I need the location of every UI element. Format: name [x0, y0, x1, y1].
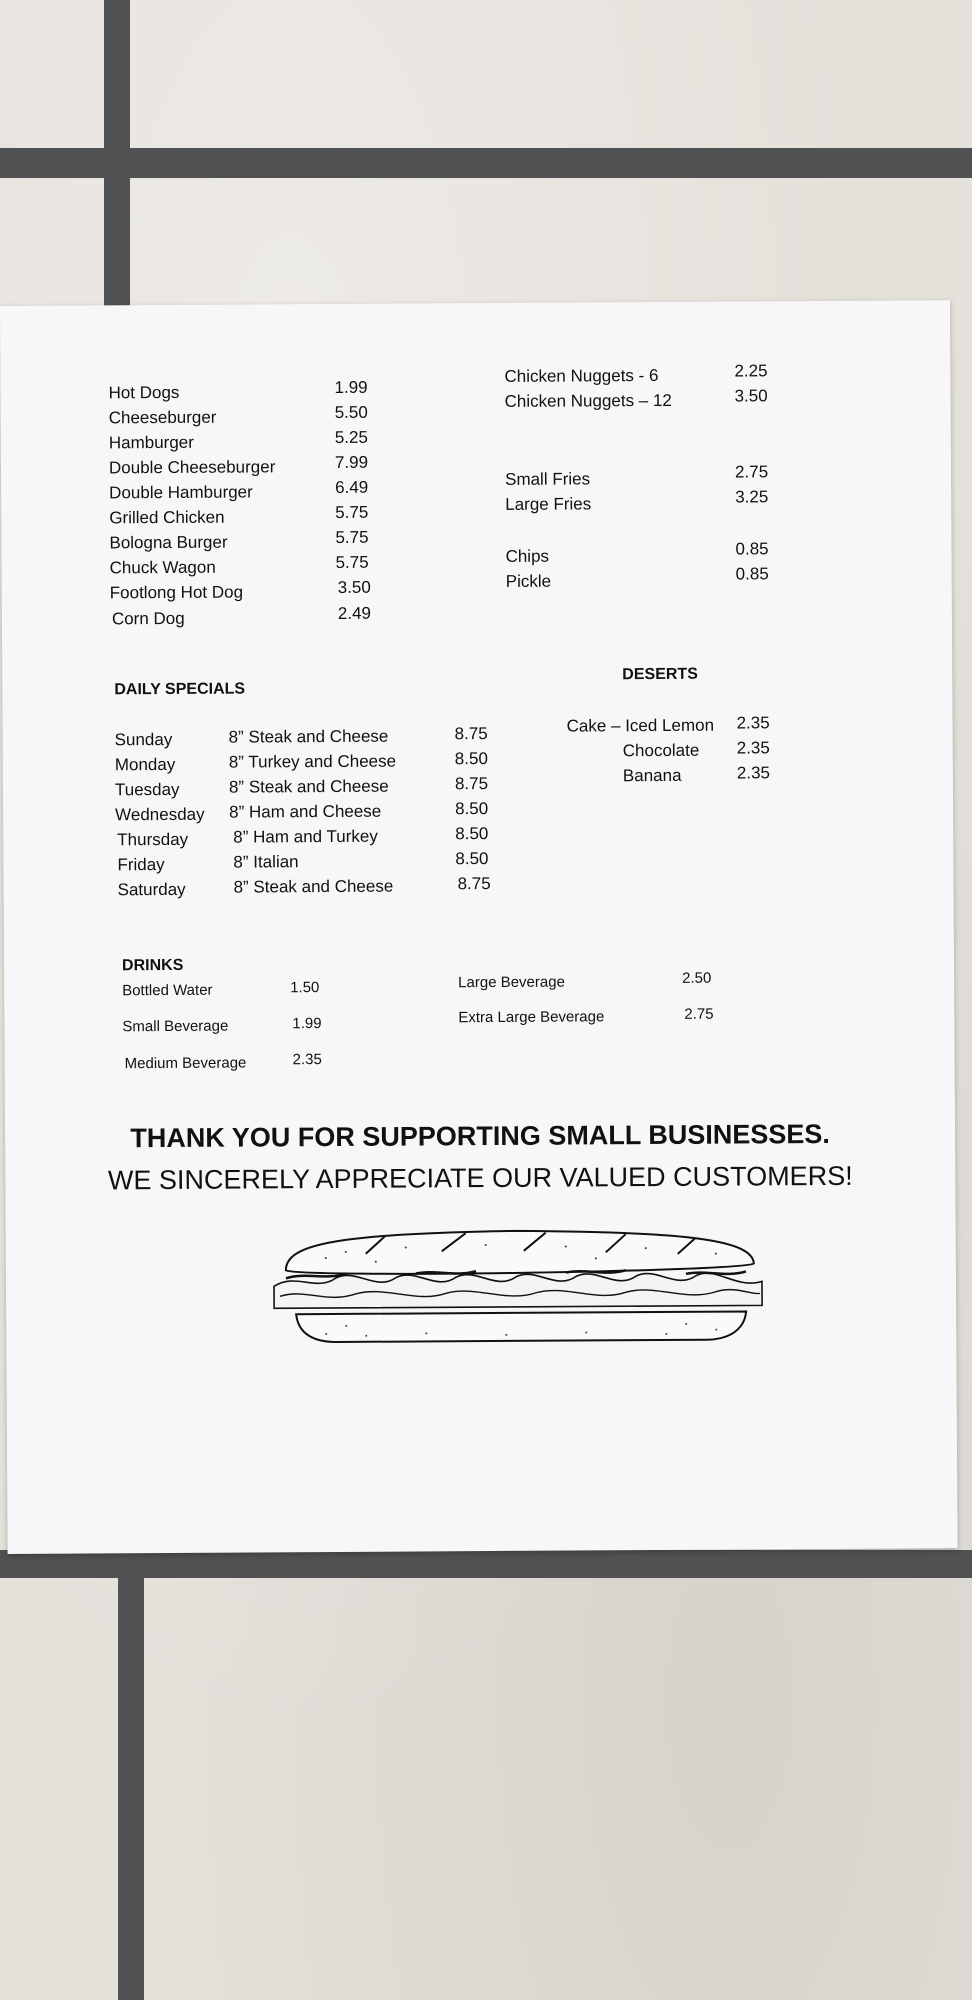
- drink-price: 1.50: [290, 979, 320, 997]
- menu-price: 5.75: [335, 552, 369, 572]
- menu-price: 2.25: [734, 361, 768, 381]
- menu-item: Double Cheeseburger: [108, 457, 276, 478]
- menu-price: 5.50: [334, 402, 368, 422]
- drink-price: 1.99: [292, 1015, 322, 1033]
- menu-price: 7.99: [334, 452, 369, 472]
- desert-item: Cake – Iced Lemon: [566, 715, 715, 736]
- menu-price: 3.50: [734, 386, 768, 406]
- desert-item: Banana: [622, 765, 682, 786]
- menu-price: 2.75: [734, 462, 769, 482]
- menu-item: Grilled Chicken: [109, 507, 225, 528]
- menu-item: Corn Dog: [111, 608, 185, 629]
- menu-item: Cheeseburger: [108, 407, 217, 428]
- menu-item: Footlong Hot Dog: [109, 582, 244, 603]
- special-item: 8” Italian: [233, 852, 299, 872]
- menu-price: 0.85: [735, 564, 769, 584]
- drink-item: Extra Large Beverage: [458, 1008, 605, 1027]
- special-day: Wednesday: [115, 804, 205, 825]
- special-day: Saturday: [117, 879, 186, 900]
- special-item: 8” Ham and Cheese: [229, 801, 382, 822]
- special-item: 8” Ham and Turkey: [233, 826, 378, 847]
- desert-price: 2.35: [736, 763, 771, 783]
- grout-horizontal-top: [0, 148, 972, 178]
- drink-price: 2.50: [682, 969, 712, 987]
- special-item: 8” Turkey and Cheese: [228, 751, 397, 772]
- desert-price: 2.35: [736, 738, 770, 758]
- menu-item: Chips: [505, 546, 550, 566]
- deserts-heading: DESERTS: [622, 665, 698, 684]
- sandwich-drawing: [266, 1219, 771, 1354]
- drink-item: Small Beverage: [122, 1017, 229, 1036]
- menu-item: Hamburger: [108, 432, 194, 453]
- menu-item: Hot Dogs: [108, 382, 180, 403]
- special-price: 8.50: [455, 799, 489, 819]
- special-price: 8.75: [454, 774, 489, 794]
- grout-vertical-bottom: [118, 1560, 144, 2000]
- menu-item: Chicken Nuggets - 6: [504, 365, 659, 386]
- special-day: Tuesday: [114, 779, 180, 800]
- menu-price: 0.85: [735, 539, 769, 559]
- menu-price: 3.50: [337, 577, 371, 597]
- drink-item: Large Beverage: [458, 973, 565, 992]
- menu-item: Small Fries: [505, 469, 591, 489]
- special-day: Friday: [117, 855, 165, 875]
- special-item: 8” Steak and Cheese: [228, 776, 389, 797]
- menu-price: 2.49: [337, 603, 372, 623]
- menu-item: Bologna Burger: [109, 532, 228, 553]
- menu-item: Large Fries: [505, 494, 592, 514]
- special-day: Sunday: [114, 729, 173, 750]
- special-day: Monday: [114, 754, 176, 775]
- menu-price: 5.75: [335, 502, 369, 522]
- menu-price: 1.99: [334, 377, 368, 397]
- special-price: 8.75: [457, 874, 491, 894]
- drink-item: Bottled Water: [122, 981, 213, 1000]
- menu-price: 6.49: [335, 477, 369, 497]
- drink-price: 2.35: [292, 1051, 322, 1069]
- special-item: 8” Steak and Cheese: [233, 876, 394, 897]
- menu-price: 3.25: [735, 487, 769, 507]
- drinks-heading: DRINKS: [121, 956, 184, 975]
- grout-horizontal-bottom: [0, 1550, 972, 1578]
- drink-price: 2.75: [684, 1005, 714, 1023]
- menu-item: Double Hamburger: [109, 482, 253, 503]
- special-price: 8.50: [454, 749, 488, 769]
- daily-specials-heading: DAILY SPECIALS: [114, 680, 246, 699]
- drink-item: Medium Beverage: [124, 1054, 247, 1073]
- special-price: 8.50: [455, 849, 489, 869]
- special-price: 8.75: [454, 724, 488, 744]
- menu-sheet: [0, 300, 958, 1554]
- appreciation-line: WE SINCERELY APPRECIATE OUR VALUED CUSTOMERS!: [107, 1160, 853, 1196]
- special-price: 8.50: [455, 824, 489, 844]
- special-day: Thursday: [117, 829, 189, 850]
- desert-item: Chocolate: [622, 740, 700, 761]
- special-item: 8” Steak and Cheese: [228, 726, 389, 747]
- desert-price: 2.35: [736, 713, 770, 733]
- menu-item: Chuck Wagon: [109, 557, 216, 578]
- menu-item: Chicken Nuggets – 12: [504, 390, 672, 411]
- menu-price: 5.75: [335, 527, 369, 547]
- thank-you-line: THANK YOU FOR SUPPORTING SMALL BUSINESSES.: [130, 1118, 830, 1154]
- menu-item: Pickle: [505, 571, 552, 591]
- menu-price: 5.25: [334, 427, 368, 447]
